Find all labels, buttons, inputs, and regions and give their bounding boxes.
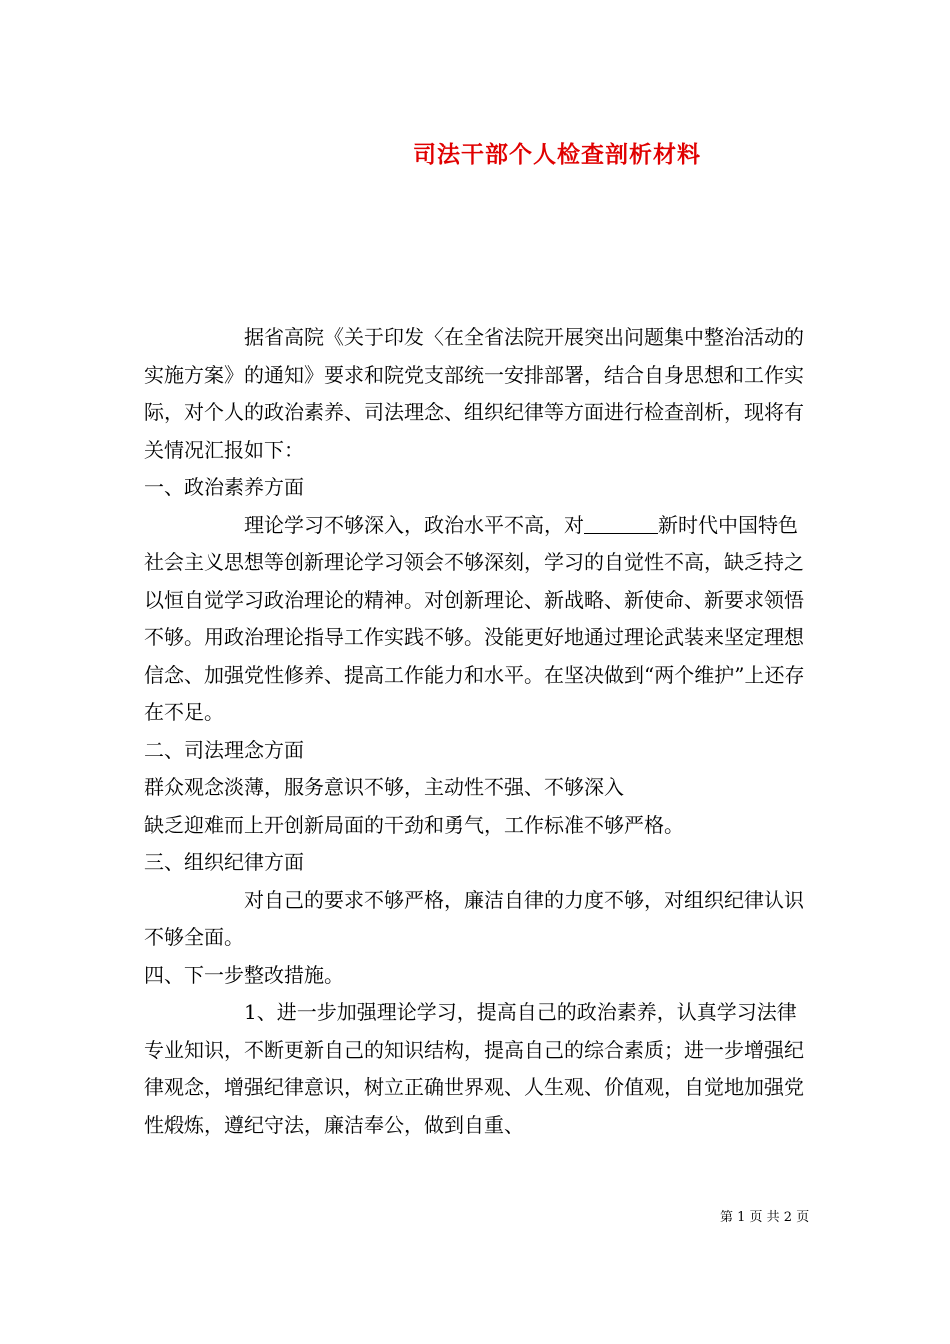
page-number-footer: 第 1 页 共 2 页: [720, 1210, 810, 1225]
section-paragraph-political: [144, 507, 808, 732]
document-title: 司法干部个人检查剖析材料: [413, 141, 701, 168]
section-heading-discipline: 三、组织纪律方面: [144, 850, 304, 874]
document-body: [144, 319, 808, 1144]
intro-paragraph: 据省高院《关于印发〈在全省法院开展突出问题集中整治活动的实施方案》的通知》要求和院党支部统一安排部署，结合自身思想和工作实际，对个人的政治素养、司法理念、组织纪律等方面进行检查剖析，现将有关情况汇报如下：: [144, 325, 804, 462]
section-heading-political: 一、政治素养方面: [144, 475, 304, 499]
measures-item-1: 1、进一步加强理论学习，提高自己的政治素养，认真学习法律专业知识，不断更新自己的知识结构，提高自己的综合素质；进一步增强纪律观念，增强纪律意识，树立正确世界观、人生观、价值观，自觉地加强党性煅炼，遵纪守法，廉洁奉公，做到自重、: [144, 1000, 804, 1137]
section-paragraph-discipline: 对自己的要求不够严格，廉洁自律的力度不够，对组织纪律认识不够全面。: [144, 887, 804, 949]
section-heading-measures: 四、下一步整改措施。: [144, 962, 344, 987]
fill-in-blank: [584, 511, 658, 534]
judicial-line-1: 群众观念淡薄，服务意识不够，主动性不强、不够深入: [144, 775, 624, 799]
section-heading-judicial: 二、司法理念方面: [144, 737, 304, 762]
judicial-line-2: 缺乏迎难而上开创新局面的干劲和勇气，工作标准不够严格。: [144, 812, 684, 837]
political-text-after-blank: 新时代中国特色社会主义思想等创新理论学习领会不够深刻，学习的自觉性不高，缺乏持之以恒自觉学习政治理论的精神。对创新理论、新战略、新使命、新要求领悟不够。用政治理论指导工作实践不够。没能更好地通过理论武装来坚定理想信念、加强党性修养、提高工作能力和水平。在坚决做到“两个维护”上还存在不足。: [144, 512, 805, 724]
political-text-before-blank: 理论学习不够深入，政治水平不高，对: [244, 512, 584, 537]
